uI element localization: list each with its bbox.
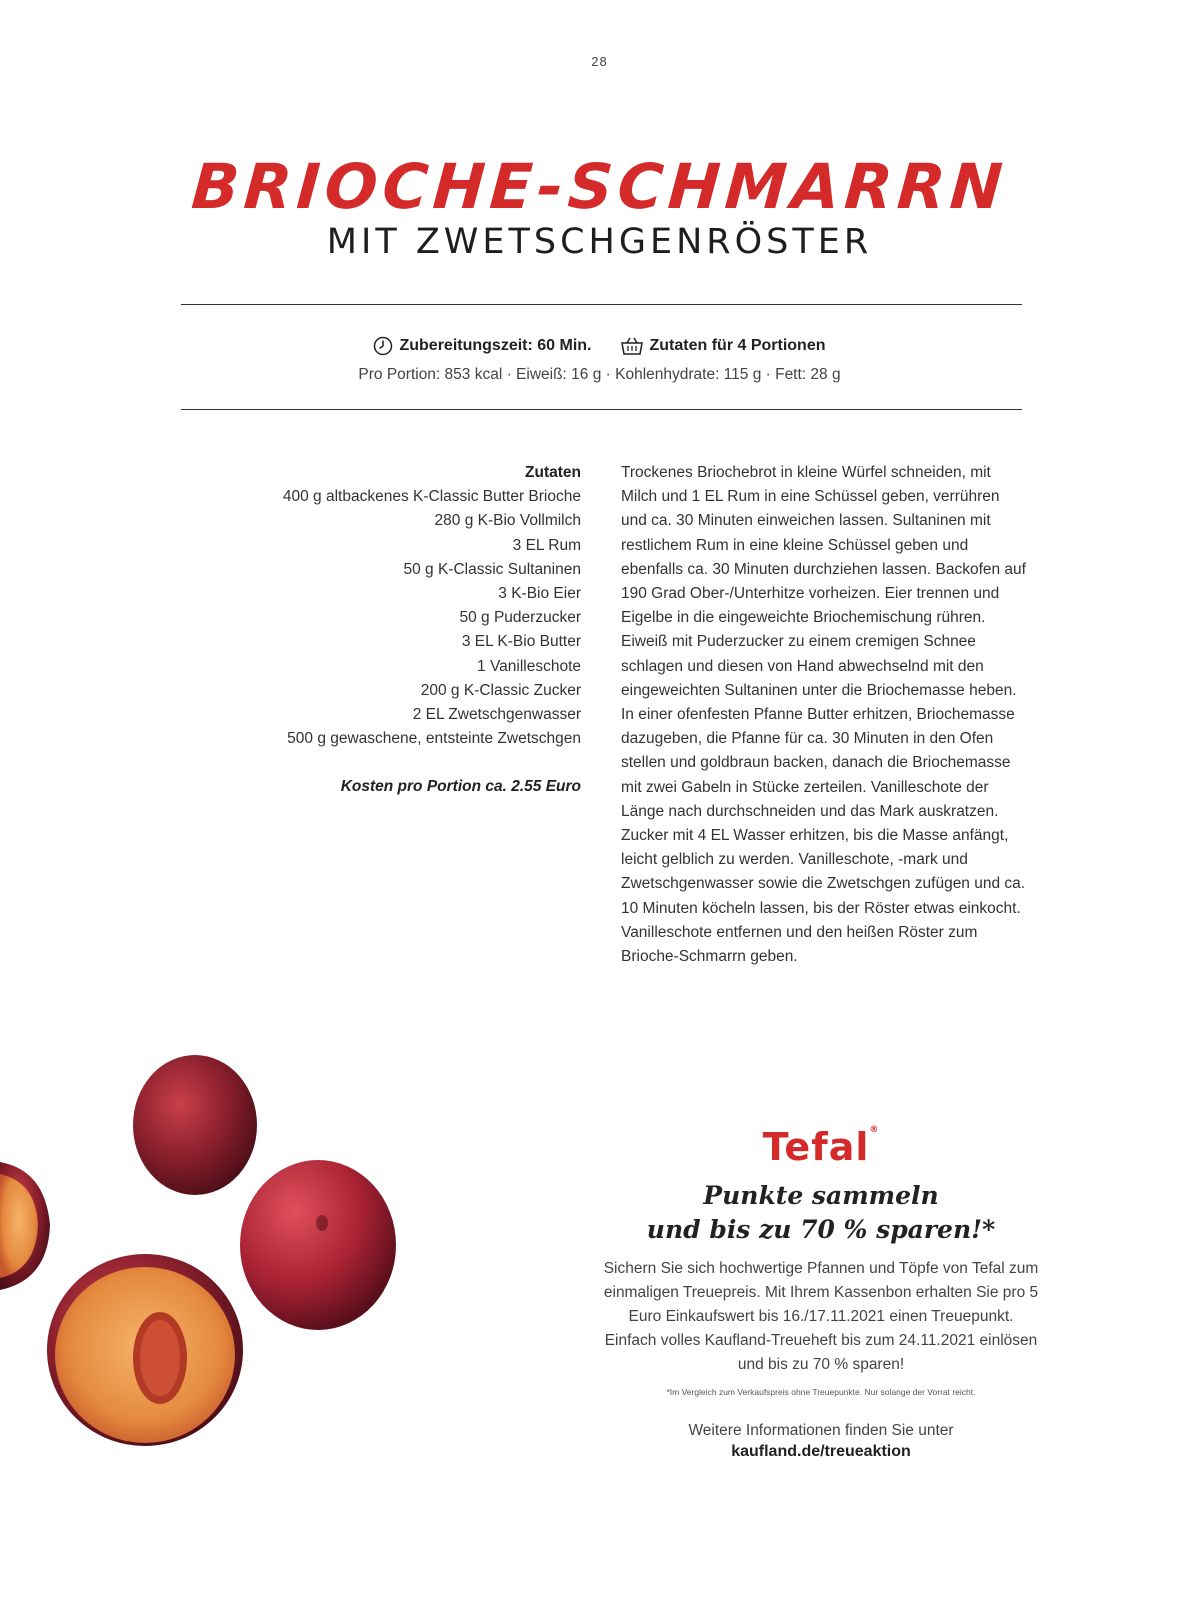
tefal-promo [602, 1125, 1040, 1461]
promo-heading-line2: und bis zu 70 % sparen!* [646, 1215, 996, 1244]
plums-image [0, 1050, 470, 1470]
promo-footnote: *Im Vergleich zum Verkaufspreis ohne Treuepunkte. Nur solange der Vorrat reicht. [666, 1387, 976, 1397]
ingredient-item: 280 g K-Bio Vollmilch [434, 512, 581, 530]
top-divider [181, 304, 1022, 305]
more-info-text: Weitere Informationen finden Sie unter [688, 1422, 954, 1439]
ingredient-item: 50 g K-Classic Sultaninen [403, 560, 581, 578]
ingredient-item: 3 EL K-Bio Butter [461, 633, 581, 651]
nutrition-info: Pro Portion: 853 kcal · Eiweiß: 16 g · Kohlenhydrate: 115 g · Fett: 28 g [358, 366, 841, 383]
promo-text: Sichern Sie sich hochwertige Pfannen und Töpfe von Tefal zum einmaligen Treuepreis. Mit Ihrem Kassenbon erhalten Sie pro 5 Euro Einkaufswert bis 16./17.11.2021 einen Treuepunkt. Einfach volles Kaufland-Treueheft bis zum 24.11.2021 einlösen und bis zu 70 % sparen! [603, 1260, 1039, 1373]
prep-time-label: Zubereitungszeit: 60 Min. [399, 337, 592, 354]
ingredient-item: 200 g K-Classic Zucker [420, 681, 581, 699]
tefal-logo: Tefal® [762, 1125, 880, 1169]
cost-per-portion: Kosten pro Portion ca. 2.55 Euro [340, 778, 581, 796]
bottom-divider [181, 409, 1022, 410]
prep-time [373, 336, 591, 356]
plum-whole-right [240, 1160, 396, 1330]
ingredient-item: 3 EL Rum [512, 536, 581, 554]
ingredients-section [181, 461, 581, 800]
ingredient-item: 1 Vanilleschote [477, 657, 581, 675]
promo-heading-line1: Punkte sammeln [703, 1181, 939, 1210]
promo-heading [602, 1179, 1040, 1247]
ingredient-item: 400 g altbackenes K-Classic Butter Brioche [282, 488, 581, 506]
instructions-text: Trockenes Briochebrot in kleine Würfel schneiden, mit Milch und 1 EL Rum in eine Schüssel geben, verrühren und ca. 30 Minuten einweichen lassen. Sultaninen mit restlichem Rum in eine kleine Schüssel geben und ebenfalls ca. 30 Minuten durchziehen lassen. Backofen auf 190 Grad Ober-/Unterhitze vorheizen. Eier trennen und Eigelbe in die eingeweichte Briochemischung rühren. Eiweiß mit Puderzucker zu einem cremigen Schnee schlagen und diesen von Hand abwechselnd mit den eingeweichten Sultaninen unter die Briochemasse heben. In einer ofenfesten Pfanne Butter erhitzen, Briochemasse dazugeben, die Pfanne für ca. 30 Minuten in den Ofen stellen und goldbraun backen, danach die Briochemasse mit zwei Gabeln in Stücke zerteilen. Vanilleschote der Länge nach durchschneiden und das Mark auskratzen. Zucker mit 4 EL Wasser erhitzen, bis die Masse anfängt, leicht gelblich zu werden. Vanilleschote, -mark und Zwetschgenwasser sowie die Zwetschgen zufügen und ca. 10 Minuten köcheln lassen, bis der Röster etwas einkocht. Vanilleschote entfernen und den heißen Röster zum Brioche-Schmarrn geben. [621, 464, 1026, 966]
ingredients-heading: Zutaten [525, 464, 581, 481]
promo-link[interactable]: kaufland.de/treueaktion [731, 1443, 911, 1460]
ingredient-item: 2 EL Zwetschgenwasser [412, 706, 581, 724]
recipe-subtitle: MIT ZWETSCHGENRÖSTER [326, 222, 873, 262]
clock-icon [373, 336, 393, 356]
recipe-meta [0, 336, 1199, 356]
basket-icon [620, 336, 644, 356]
page-number: 28 [591, 54, 608, 69]
ingredient-item: 500 g gewaschene, entsteinte Zwetschgen [287, 730, 581, 748]
portions [620, 336, 826, 356]
ingredient-item: 50 g Puderzucker [459, 609, 581, 627]
recipe-title: BRIOCHE-SCHMARRN [189, 150, 1010, 223]
ingredient-item: 3 K-Bio Eier [498, 585, 581, 603]
plum-whole-top [133, 1055, 257, 1195]
portions-label: Zutaten für 4 Portionen [649, 337, 826, 354]
ingredients-list [181, 485, 581, 751]
